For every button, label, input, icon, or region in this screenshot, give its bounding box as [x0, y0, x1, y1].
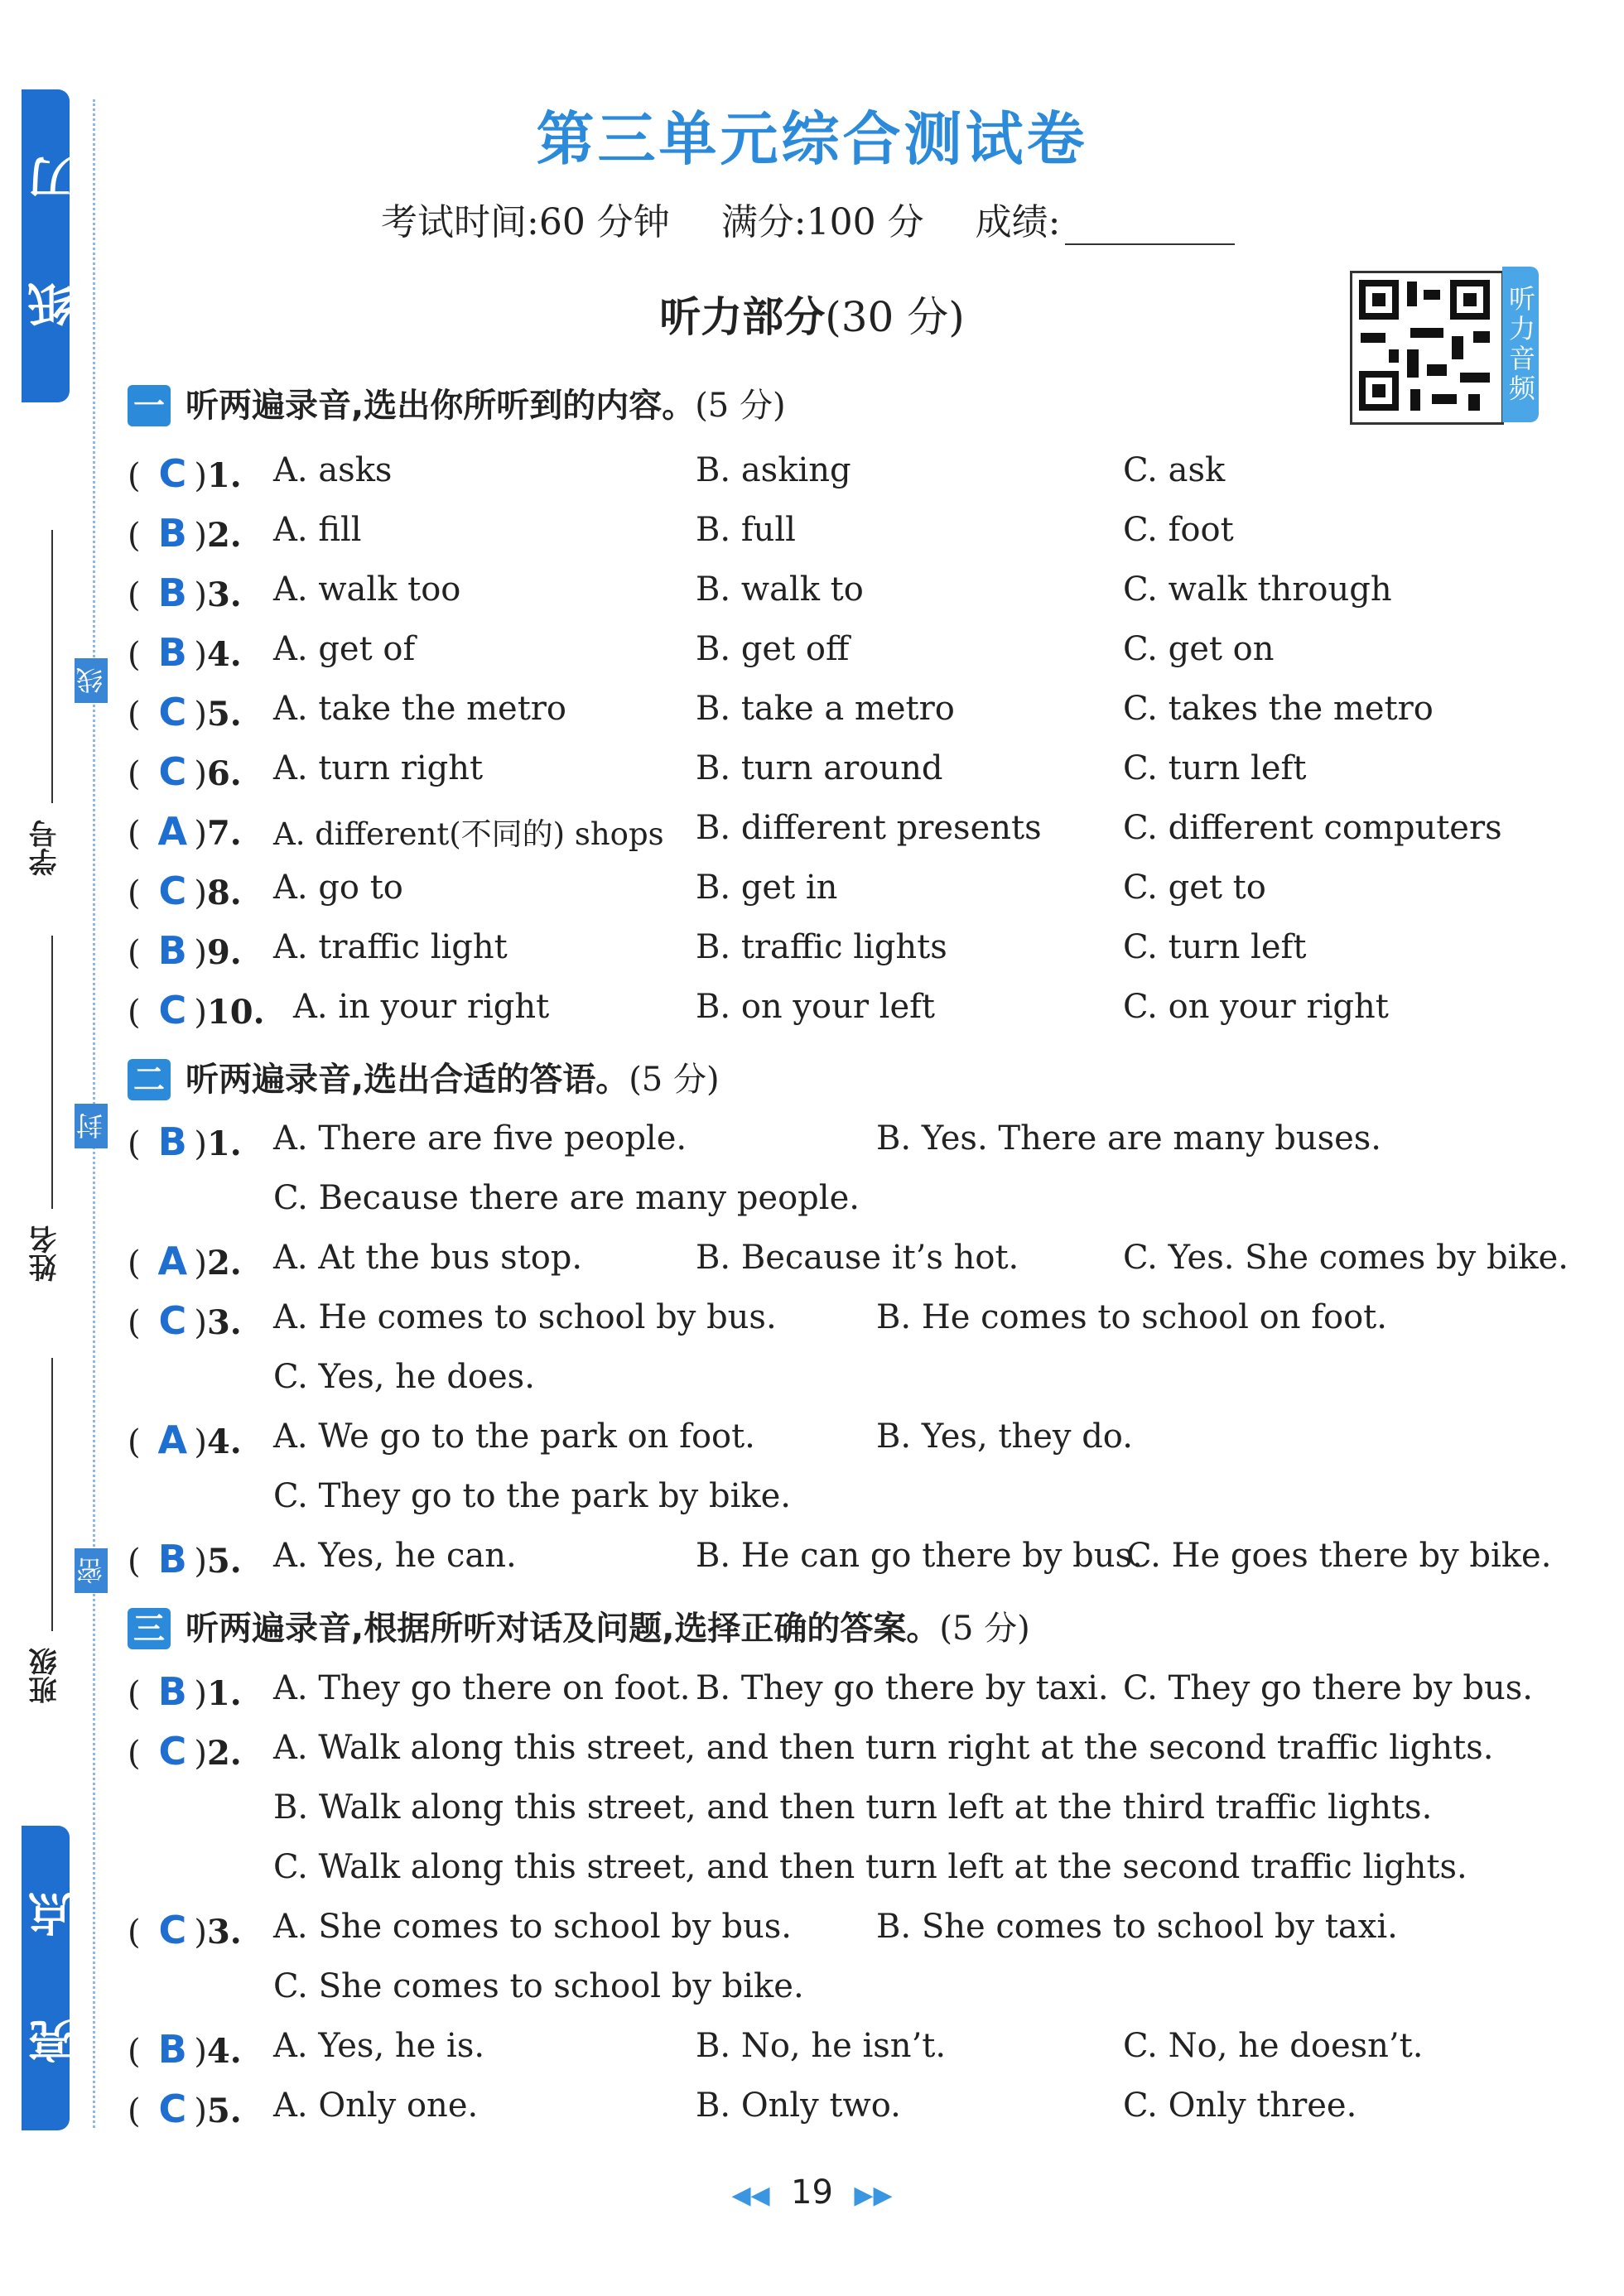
name-label: 姓名: [29, 1225, 62, 1282]
question-row: ( B )2. A. fill B. full C. foot: [128, 511, 1234, 556]
option-b: B. They go there by taxi.: [696, 1669, 1109, 1707]
score-label: 成绩:: [975, 201, 1061, 243]
class-label: 班级: [29, 1648, 62, 1704]
question-row-continued: [0, 1967, 1624, 2017]
section-2-points: (5 分): [629, 1061, 720, 1099]
option-b: B. walk to: [696, 570, 864, 609]
option-c: C. get on: [1123, 630, 1275, 668]
option-a: A. We go to the park on foot.: [273, 1418, 755, 1456]
cut-mark-seal: 封: [75, 1104, 108, 1148]
option-c: C. She comes to school by bike.: [273, 1967, 804, 2005]
question-number: 5.: [206, 695, 242, 734]
option-c: C. on your right: [1123, 988, 1389, 1026]
question-number: 3.: [206, 1303, 242, 1342]
option-a: A. walk too: [273, 570, 461, 609]
question-row: ( C )8. A. go to B. get in C. get to: [128, 869, 1266, 913]
answer-mark[interactable]: B: [157, 511, 187, 556]
margin-tab-top-text: 纸 刀: [27, 123, 80, 327]
option-b: B. No, he isn’t.: [696, 2027, 947, 2065]
option-b: B. take a metro: [696, 690, 955, 728]
option-a: A. turn right: [273, 749, 484, 787]
question-row: ( A )4. A. We go to the park on foot. B. Yes, they do.: [128, 1418, 1133, 1462]
question-number: 1.: [206, 456, 242, 495]
question-row-continued: [0, 1179, 1624, 1229]
next-arrows-icon: ▶▶: [854, 2181, 893, 2210]
answer-mark[interactable]: C: [158, 869, 187, 913]
cut-mark-secret: 密: [75, 1548, 108, 1593]
part-points: (30 分): [825, 293, 965, 341]
option-a: A. At the bus stop.: [273, 1239, 583, 1277]
answer-mark[interactable]: B: [157, 1537, 187, 1581]
option-a: A. fill: [273, 511, 362, 549]
option-c: C. Only three.: [1123, 2087, 1357, 2125]
option-c: C. foot: [1123, 511, 1234, 549]
question-number: 1.: [206, 1124, 242, 1163]
question-number: 1.: [206, 1674, 242, 1713]
option-c: C. Because there are many people.: [273, 1179, 860, 1217]
option-b: B. Walk along this street, and then turn left at the third traffic lights.: [273, 1788, 1433, 1827]
option-a: A. take the metro: [273, 690, 566, 728]
answer-mark[interactable]: A: [157, 1239, 188, 1283]
score-blank[interactable]: [1065, 210, 1235, 245]
question-number: 4.: [206, 635, 242, 674]
option-b: B. Yes, they do.: [876, 1418, 1133, 1456]
option-a: A. different(不同的) shops: [273, 816, 664, 852]
question-row: ( B )4. A. Yes, he is. B. No, he isn’t. C. No, he doesn’t.: [128, 2027, 1424, 2072]
student-id-label: 学号: [29, 820, 62, 876]
option-c: C. turn left: [1123, 749, 1307, 787]
option-c: C. takes the metro: [1123, 690, 1434, 728]
question-row-continued: [0, 1848, 1624, 1898]
question-row: ( A )7. A. different(不同的) shops B. different presents C. different computers: [128, 809, 1502, 854]
section-2-number: 二: [128, 1059, 171, 1100]
section-1-points: (5 分): [695, 387, 786, 425]
option-c: C. turn left: [1123, 928, 1307, 966]
question-row: ( B )9. A. traffic light B. traffic lights C. turn left: [128, 928, 1307, 973]
question-row: ( B )5. A. Yes, he can. B. He can go there by bus. C. He goes there by bike.: [128, 1537, 1552, 1581]
option-b: B. get off: [696, 630, 850, 668]
question-row: ( C )2. A. Walk along this street, and then turn right at the second traffic lights.: [128, 1729, 1494, 1774]
option-b: B. get in: [696, 869, 838, 907]
option-b: B. turn around: [696, 749, 943, 787]
question-row: ( C )5. A. take the metro B. take a metro C. takes the metro: [128, 690, 1434, 734]
option-a: A. traffic light: [273, 928, 508, 966]
exam-meta: [381, 192, 1275, 245]
option-b: B. He can go there by bus.: [696, 1537, 1143, 1575]
option-b: B. Only two.: [696, 2087, 901, 2125]
option-b: B. Because it’s hot.: [696, 1239, 1019, 1277]
option-c: C. They go there by bus.: [1123, 1669, 1533, 1707]
option-b: B. traffic lights: [696, 928, 947, 966]
question-number: 7.: [206, 814, 242, 853]
question-row: ( C )3. A. He comes to school by bus. B. He comes to school on foot.: [128, 1298, 1387, 1343]
option-c: C. get to: [1123, 869, 1266, 907]
question-number: 2.: [206, 1734, 242, 1773]
exam-time: 考试时间:60 分钟: [381, 201, 670, 243]
question-number: 5.: [206, 1542, 242, 1581]
section-1-heading: [128, 379, 786, 426]
question-number: 10.: [206, 993, 265, 1032]
option-a: A. There are five people.: [273, 1119, 687, 1158]
option-c: C. ask: [1123, 451, 1226, 489]
full-score: 满分:100 分: [720, 201, 924, 243]
answer-mark[interactable]: B: [157, 928, 187, 973]
cut-mark-line: 线: [75, 658, 108, 703]
section-3-points: (5 分): [939, 1610, 1030, 1648]
answer-mark[interactable]: A: [157, 1418, 188, 1462]
option-a: A. Yes, he is.: [273, 2027, 485, 2065]
prev-arrows-icon: ◀◀: [731, 2181, 770, 2210]
option-a: A. Yes, he can.: [273, 1537, 517, 1575]
answer-mark[interactable]: B: [157, 2027, 187, 2072]
section-2-title: 听两遍录音,选出合适的答语。: [186, 1061, 629, 1099]
question-number: 2.: [206, 1244, 242, 1283]
option-a: A. asks: [273, 451, 393, 489]
answer-mark[interactable]: A: [157, 809, 188, 854]
option-b: B. He comes to school on foot.: [876, 1298, 1387, 1336]
option-b: B. different presents: [696, 809, 1042, 847]
section-1-number: 一: [128, 385, 171, 426]
answer-mark[interactable]: C: [158, 1298, 187, 1343]
question-row: ( C )1. A. asks B. asking C. ask: [128, 451, 1226, 496]
margin-tab-bottom-text: 亮 点: [27, 1859, 80, 2063]
section-3-heading: [128, 1602, 1030, 1649]
question-number: 4.: [206, 2032, 242, 2071]
question-row: ( B )3. A. walk too B. walk to C. walk through: [128, 570, 1392, 615]
option-a: A. Walk along this street, and then turn right at the second traffic lights.: [273, 1729, 1494, 1767]
option-c: C. No, he doesn’t.: [1123, 2027, 1424, 2065]
audio-tag[interactable]: 听力音频: [1502, 267, 1539, 422]
section-3-title: 听两遍录音,根据所听对话及问题,选择正确的答案。: [186, 1610, 940, 1648]
question-number: 3.: [206, 1913, 242, 1952]
answer-mark[interactable]: C: [158, 749, 187, 794]
option-a: A. Only one.: [273, 2087, 479, 2125]
answer-mark[interactable]: C: [158, 1729, 187, 1774]
option-c: C. different computers: [1123, 809, 1502, 847]
question-number: 9.: [206, 933, 242, 972]
option-a: A. go to: [273, 869, 403, 907]
answer-mark[interactable]: C: [158, 1908, 187, 1952]
question-number: 5.: [206, 2091, 242, 2130]
question-row: ( C )6. A. turn right B. turn around C. turn left: [128, 749, 1307, 794]
answer-mark[interactable]: C: [158, 690, 187, 734]
qr-code-icon[interactable]: [1350, 271, 1504, 425]
question-row-continued: [0, 1358, 1624, 1408]
question-number: 6.: [206, 754, 242, 793]
question-row: ( A )2. A. At the bus stop. B. Because it’s hot. C. Yes. She comes by bike.: [128, 1239, 1569, 1283]
option-c: C. Yes, he does.: [273, 1358, 535, 1396]
answer-mark[interactable]: B: [157, 570, 187, 615]
question-row: ( B )1. A. There are five people. B. Yes. There are many buses.: [128, 1119, 1382, 1164]
option-a: A. They go there on foot.: [273, 1669, 691, 1707]
question-row-continued: [0, 1788, 1624, 1838]
answer-mark[interactable]: B: [157, 1119, 187, 1164]
question-row: ( B )4. A. get of B. get off C. get on: [128, 630, 1275, 675]
question-row: ( B )1. A. They go there on foot. B. They go there by taxi. C. They go there by bus.: [128, 1669, 1533, 1714]
option-c: C. Yes. She comes by bike.: [1123, 1239, 1569, 1277]
answer-mark[interactable]: B: [157, 630, 187, 675]
section-3-number: 三: [128, 1608, 171, 1649]
section-1-title: 听两遍录音,选出你所听到的内容。: [186, 387, 696, 425]
option-b: B. asking: [696, 451, 851, 489]
option-a: A. in your right: [293, 988, 550, 1026]
answer-mark[interactable]: B: [157, 1669, 187, 1714]
answer-mark[interactable]: C: [158, 451, 187, 496]
answer-mark[interactable]: C: [158, 988, 187, 1032]
option-a: A. He comes to school by bus.: [273, 1298, 777, 1336]
option-c: C. walk through: [1123, 570, 1392, 609]
option-a: A. get of: [273, 630, 416, 668]
section-2-heading: [128, 1053, 720, 1100]
option-b: B. full: [696, 511, 796, 549]
question-row-continued: [0, 1477, 1624, 1527]
page-number: 19: [791, 2173, 833, 2212]
question-row: ( C )10. A. in your right B. on your left C. on your right: [128, 988, 1389, 1032]
page-footer: [0, 2173, 1624, 2212]
option-a: A. She comes to school by bus.: [273, 1908, 792, 1946]
answer-mark[interactable]: C: [158, 2087, 187, 2131]
option-b: B. on your left: [696, 988, 936, 1026]
option-c: C. Walk along this street, and then turn left at the second traffic lights.: [273, 1848, 1467, 1886]
option-c: C. They go to the park by bike.: [273, 1477, 791, 1515]
option-b: B. Yes. There are many buses.: [876, 1119, 1382, 1158]
page-title: 第三单元综合测试卷: [536, 104, 1088, 173]
option-c: C. He goes there by bike.: [1126, 1537, 1552, 1575]
question-number: 2.: [206, 516, 242, 555]
part-title: 听力部分: [659, 293, 826, 341]
question-number: 3.: [206, 575, 242, 614]
question-number: 8.: [206, 874, 242, 912]
question-number: 4.: [206, 1422, 242, 1461]
question-row: ( C )3. A. She comes to school by bus. B. She comes to school by taxi.: [128, 1908, 1398, 1952]
option-b: B. She comes to school by taxi.: [876, 1908, 1398, 1946]
question-row: ( C )5. A. Only one. B. Only two. C. Only three.: [128, 2087, 1357, 2131]
